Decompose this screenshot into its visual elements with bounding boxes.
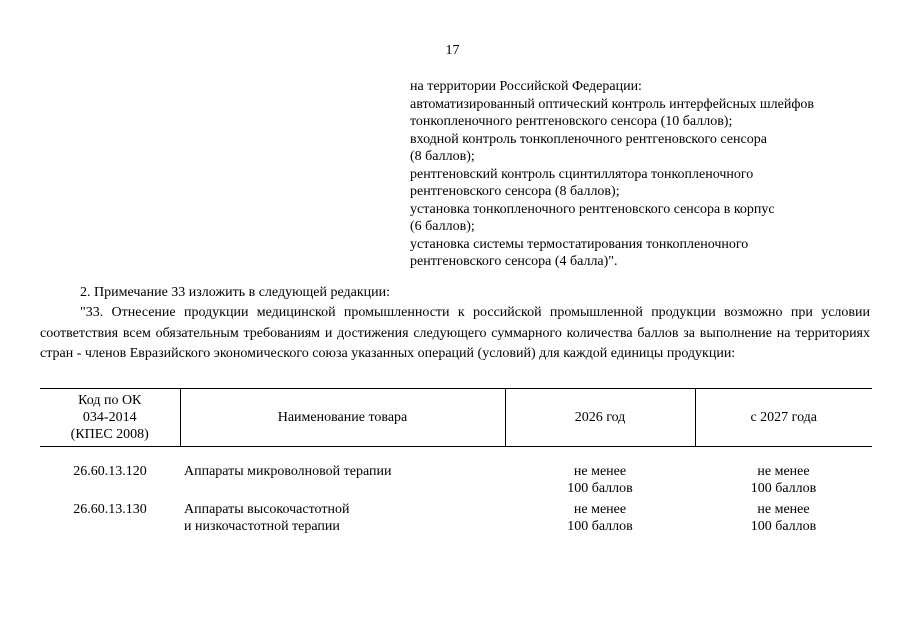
value-line: 100 баллов [567,519,633,534]
value-line: 100 баллов [750,519,817,534]
row-name-line: Аппараты микроволновой терапии [184,464,392,479]
row-name-line: Аппараты высокочастотной [184,502,350,517]
row-name [180,501,505,539]
value-line: не менее [757,502,810,517]
row-value-2026 [505,501,695,539]
row-code: 26.60.13.120 [73,464,147,479]
row-code: 26.60.13.130 [73,502,147,517]
value-line: не менее [573,464,627,479]
table-header-row [40,389,872,447]
table-row [40,463,872,501]
row-value-2027 [695,463,872,501]
list-line: установка тонкопленочного рентгеновского сенсора в корпус [410,201,775,217]
table-row [40,501,872,539]
value-line: 100 баллов [567,481,633,496]
list-line: рентгеновского сенсора (8 баллов); [410,184,620,199]
value-line: не менее [573,502,627,517]
row-value-2026 [505,463,695,501]
page-number: 17 [445,43,460,58]
note-text: "33. Отнесение продукции медицинской промышленности к российской промышленной продукции возможно при условии соответствия всем обязательным требованиям и достижения следующего суммарного количества баллов за выполнение на территориях стран - членов Евразийского экономического союза указанных операций (условий) для каждой единицы продукции: [40,305,870,361]
value-line: не менее [757,464,810,479]
header-2026: 2026 год [505,389,695,447]
list-line: на территории Российской Федерации: [410,79,642,94]
row-name [180,463,505,501]
note-instruction: 2. Примечание 33 изложить в следующей редакции: [80,285,391,300]
header-code-line: Код по ОК [78,393,142,408]
products-table [40,388,872,539]
list-line: тонкопленочного рентгеновского сенсора (10 баллов); [410,114,733,129]
list-line: автоматизированный оптический контроль интерфейсных шлейфов [410,96,815,112]
list-line: входной контроль тонкопленочного рентгеновского сенсора [410,131,767,147]
header-code-line: (КПЕС 2008) [70,427,149,442]
row-name-line: и низкочастотной терапии [184,519,340,534]
continued-list [410,78,880,271]
header-code [40,389,180,447]
row-value-2027 [695,501,872,539]
header-name: Наименование товара [180,389,505,447]
value-line: 100 баллов [750,481,817,496]
header-code-line: 034-2014 [82,410,137,425]
header-2027: с 2027 года [695,389,872,447]
list-line: рентгеновского сенсора (4 балла)". [410,254,618,269]
list-line: (8 баллов); [410,149,475,164]
list-line: установка системы термостатирования тонкопленочного [410,236,749,252]
list-line: рентгеновский контроль сцинтиллятора тонкопленочного [410,166,754,182]
list-line: (6 баллов); [410,219,475,234]
